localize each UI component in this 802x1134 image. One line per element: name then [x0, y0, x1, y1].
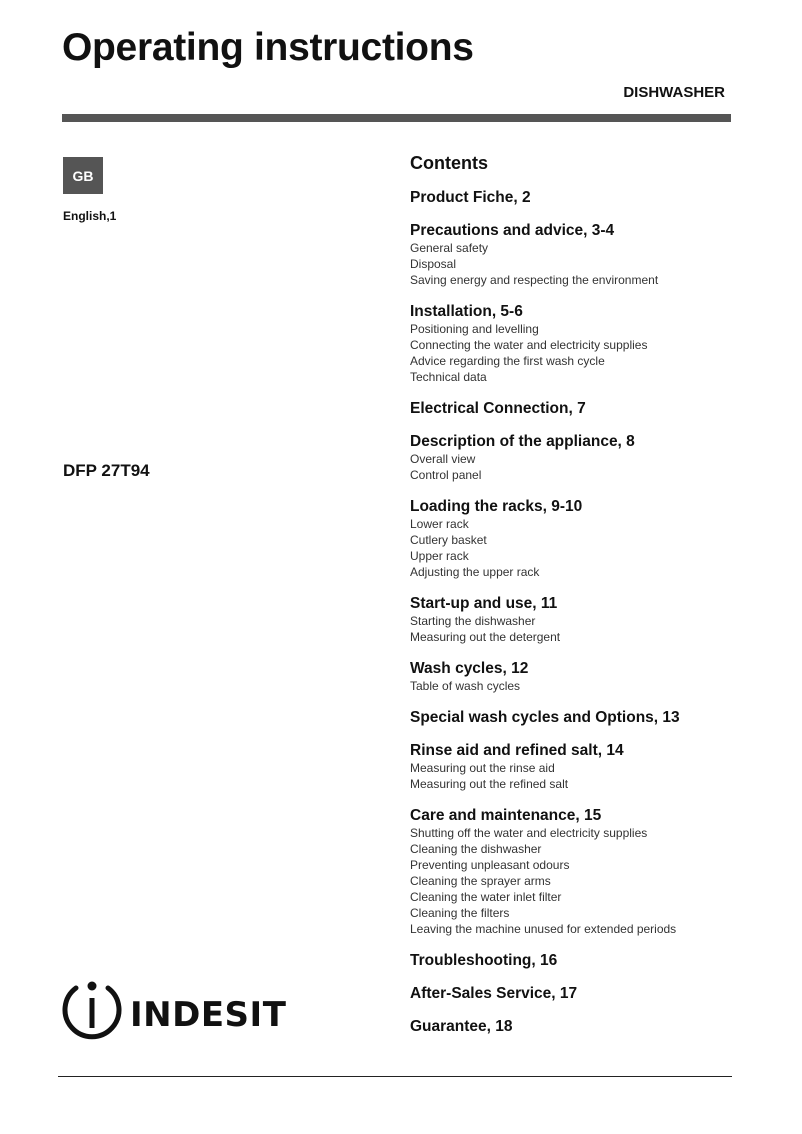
header-divider — [62, 114, 731, 122]
toc-item: Measuring out the rinse aid — [410, 761, 555, 775]
toc-section-heading: Troubleshooting, 16 — [410, 952, 558, 969]
toc-item: Disposal — [410, 257, 457, 271]
toc-item: Cutlery basket — [410, 533, 487, 547]
footer-divider — [58, 1076, 732, 1077]
toc-section — [410, 660, 770, 694]
toc-section — [410, 985, 770, 1003]
toc-item: Lower rack — [410, 517, 469, 531]
toc-section — [410, 400, 770, 418]
contents-heading: Contents — [410, 153, 488, 173]
toc-section — [410, 433, 770, 483]
toc-section-heading: Description of the appliance, 8 — [410, 433, 635, 450]
toc-section-heading: Rinse aid and refined salt, 14 — [410, 742, 624, 759]
model-number: DFP 27T94 — [63, 461, 150, 480]
language-page-ref: English,1 — [63, 209, 117, 223]
toc-section — [410, 498, 770, 580]
toc-item: Measuring out the refined salt — [410, 777, 569, 791]
toc-item: Measuring out the detergent — [410, 630, 561, 644]
toc-section-heading: Loading the racks, 9-10 — [410, 498, 583, 515]
table-of-contents — [410, 153, 770, 1036]
toc-section — [410, 1018, 770, 1036]
toc-item: Upper rack — [410, 549, 469, 563]
toc-item: Cleaning the filters — [410, 906, 510, 920]
toc-item: Control panel — [410, 468, 482, 482]
toc-item: Leaving the machine unused for extended periods — [410, 922, 677, 936]
indesit-logo — [62, 976, 292, 1047]
toc-section-heading: After-Sales Service, 17 — [410, 985, 578, 1002]
toc-section — [410, 742, 770, 792]
product-type: DISHWASHER — [623, 84, 725, 101]
toc-item: Overall view — [410, 452, 476, 466]
toc-section-heading: Start-up and use, 11 — [410, 595, 558, 612]
toc-item: Positioning and levelling — [410, 322, 539, 336]
toc-item: Shutting off the water and electricity supplies — [410, 826, 648, 840]
toc-section — [410, 189, 770, 207]
toc-section-heading: Electrical Connection, 7 — [410, 400, 586, 417]
language-badge: GB — [63, 157, 103, 194]
toc-section-heading: Guarantee, 18 — [410, 1018, 513, 1035]
toc-item: Technical data — [410, 370, 487, 384]
toc-item: Cleaning the water inlet filter — [410, 890, 562, 904]
toc-item: Table of wash cycles — [410, 679, 521, 693]
toc-section-heading: Special wash cycles and Options, 13 — [410, 709, 680, 726]
toc-item: Saving energy and respecting the environment — [410, 273, 659, 287]
toc-section — [410, 222, 770, 288]
toc-section-heading: Care and maintenance, 15 — [410, 807, 602, 824]
toc-item: Cleaning the sprayer arms — [410, 874, 551, 888]
toc-section — [410, 595, 770, 645]
toc-item: Adjusting the upper rack — [410, 565, 540, 579]
toc-section-heading: Product Fiche, 2 — [410, 189, 531, 206]
toc-section — [410, 807, 770, 937]
toc-item: Preventing unpleasant odours — [410, 858, 570, 872]
toc-item: Starting the dishwasher — [410, 614, 536, 628]
toc-item: Connecting the water and electricity supplies — [410, 338, 648, 352]
toc-section — [410, 709, 770, 727]
toc-section — [410, 303, 770, 385]
toc-item: Advice regarding the first wash cycle — [410, 354, 605, 368]
toc-section-heading: Precautions and advice, 3-4 — [410, 222, 615, 239]
toc-section-heading: Wash cycles, 12 — [410, 660, 529, 677]
page-title: Operating instructions — [62, 26, 474, 69]
toc-item: Cleaning the dishwasher — [410, 842, 542, 856]
toc-item: General safety — [410, 241, 489, 255]
toc-section — [410, 952, 770, 970]
svg-text:INDESIT: INDESIT — [130, 995, 287, 1035]
toc-section-heading: Installation, 5-6 — [410, 303, 523, 320]
